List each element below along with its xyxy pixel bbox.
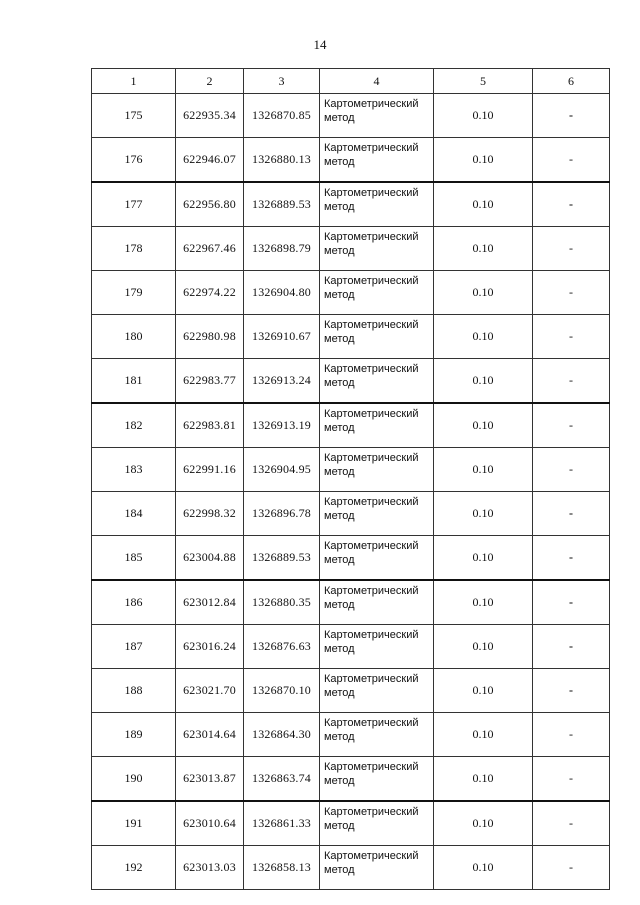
coord-x: 623004.88 — [176, 536, 244, 581]
method-cell: Картометрический метод — [320, 536, 434, 581]
coord-x: 622998.32 — [176, 492, 244, 536]
note-cell: - — [533, 625, 610, 669]
note-cell: - — [533, 757, 610, 802]
coord-x: 622935.34 — [176, 94, 244, 138]
coord-y: 1326863.74 — [244, 757, 320, 802]
table-row — [92, 315, 610, 359]
header-col-5: 5 — [434, 69, 533, 94]
accuracy-cell: 0.10 — [434, 536, 533, 581]
point-number: 189 — [92, 713, 176, 757]
coord-x: 622991.16 — [176, 448, 244, 492]
coord-x: 623014.64 — [176, 713, 244, 757]
page-number: 14 — [313, 37, 327, 52]
table-row — [92, 271, 610, 315]
table-row — [92, 536, 610, 581]
accuracy-cell: 0.10 — [434, 359, 533, 404]
coord-y: 1326896.78 — [244, 492, 320, 536]
point-number: 177 — [92, 182, 176, 227]
point-number: 175 — [92, 94, 176, 138]
header-col-6: 6 — [533, 69, 610, 94]
point-number: 179 — [92, 271, 176, 315]
coord-y: 1326880.35 — [244, 580, 320, 625]
accuracy-cell: 0.10 — [434, 713, 533, 757]
accuracy-cell: 0.10 — [434, 448, 533, 492]
table-header-row — [92, 69, 610, 94]
accuracy-cell: 0.10 — [434, 757, 533, 802]
note-cell: - — [533, 669, 610, 713]
header-col-3: 3 — [244, 69, 320, 94]
coord-y: 1326913.24 — [244, 359, 320, 404]
coord-x: 622946.07 — [176, 138, 244, 183]
coord-y: 1326861.33 — [244, 801, 320, 846]
header-col-4: 4 — [320, 69, 434, 94]
table-row — [92, 403, 610, 448]
coord-y: 1326889.53 — [244, 182, 320, 227]
point-number: 184 — [92, 492, 176, 536]
method-cell: Картометрический метод — [320, 492, 434, 536]
coordinates-table — [91, 68, 610, 890]
point-number: 181 — [92, 359, 176, 404]
note-cell: - — [533, 713, 610, 757]
coord-x: 623012.84 — [176, 580, 244, 625]
method-cell: Картометрический метод — [320, 448, 434, 492]
accuracy-cell: 0.10 — [434, 271, 533, 315]
method-cell: Картометрический метод — [320, 315, 434, 359]
point-number: 190 — [92, 757, 176, 802]
coord-x: 623013.87 — [176, 757, 244, 802]
method-cell: Картометрический метод — [320, 801, 434, 846]
accuracy-cell: 0.10 — [434, 669, 533, 713]
coord-y: 1326864.30 — [244, 713, 320, 757]
accuracy-cell: 0.10 — [434, 492, 533, 536]
note-cell: - — [533, 448, 610, 492]
method-cell: Картометрический метод — [320, 757, 434, 802]
note-cell: - — [533, 359, 610, 404]
point-number: 178 — [92, 227, 176, 271]
accuracy-cell: 0.10 — [434, 227, 533, 271]
method-cell: Картометрический метод — [320, 625, 434, 669]
coord-y: 1326910.67 — [244, 315, 320, 359]
note-cell: - — [533, 403, 610, 448]
point-number: 186 — [92, 580, 176, 625]
note-cell: - — [533, 271, 610, 315]
coord-x: 622967.46 — [176, 227, 244, 271]
coord-y: 1326876.63 — [244, 625, 320, 669]
accuracy-cell: 0.10 — [434, 182, 533, 227]
table-row — [92, 713, 610, 757]
method-cell: Картометрический метод — [320, 713, 434, 757]
coord-x: 622980.98 — [176, 315, 244, 359]
note-cell: - — [533, 94, 610, 138]
note-cell: - — [533, 182, 610, 227]
method-cell: Картометрический метод — [320, 403, 434, 448]
coord-x: 623016.24 — [176, 625, 244, 669]
point-number: 192 — [92, 846, 176, 890]
header-col-2: 2 — [176, 69, 244, 94]
table-row — [92, 669, 610, 713]
table-row — [92, 801, 610, 846]
coord-x: 622983.77 — [176, 359, 244, 404]
point-number: 176 — [92, 138, 176, 183]
method-cell: Картометрический метод — [320, 846, 434, 890]
table-row — [92, 846, 610, 890]
coord-y: 1326870.85 — [244, 94, 320, 138]
method-cell: Картометрический метод — [320, 227, 434, 271]
coord-x: 623021.70 — [176, 669, 244, 713]
coord-y: 1326913.19 — [244, 403, 320, 448]
note-cell: - — [533, 846, 610, 890]
note-cell: - — [533, 580, 610, 625]
point-number: 188 — [92, 669, 176, 713]
point-number: 183 — [92, 448, 176, 492]
note-cell: - — [533, 492, 610, 536]
method-cell: Картометрический метод — [320, 359, 434, 404]
coord-y: 1326904.95 — [244, 448, 320, 492]
note-cell: - — [533, 227, 610, 271]
coord-x: 622974.22 — [176, 271, 244, 315]
coord-x: 623013.03 — [176, 846, 244, 890]
point-number: 191 — [92, 801, 176, 846]
accuracy-cell: 0.10 — [434, 403, 533, 448]
accuracy-cell: 0.10 — [434, 846, 533, 890]
coord-x: 623010.64 — [176, 801, 244, 846]
table-row — [92, 227, 610, 271]
note-cell: - — [533, 315, 610, 359]
method-cell: Картометрический метод — [320, 271, 434, 315]
coord-y: 1326904.80 — [244, 271, 320, 315]
table-row — [92, 359, 610, 404]
coord-x: 622956.80 — [176, 182, 244, 227]
accuracy-cell: 0.10 — [434, 580, 533, 625]
method-cell: Картометрический метод — [320, 580, 434, 625]
accuracy-cell: 0.10 — [434, 315, 533, 359]
method-cell: Картометрический метод — [320, 138, 434, 183]
method-cell: Картометрический метод — [320, 94, 434, 138]
accuracy-cell: 0.10 — [434, 801, 533, 846]
coord-y: 1326880.13 — [244, 138, 320, 183]
point-number: 180 — [92, 315, 176, 359]
coord-y: 1326889.53 — [244, 536, 320, 581]
table-row — [92, 138, 610, 183]
method-cell: Картометрический метод — [320, 182, 434, 227]
accuracy-cell: 0.10 — [434, 625, 533, 669]
note-cell: - — [533, 536, 610, 581]
coord-y: 1326858.13 — [244, 846, 320, 890]
table-row — [92, 448, 610, 492]
table-row — [92, 492, 610, 536]
point-number: 187 — [92, 625, 176, 669]
table-row — [92, 182, 610, 227]
table-row — [92, 757, 610, 802]
accuracy-cell: 0.10 — [434, 138, 533, 183]
coord-y: 1326870.10 — [244, 669, 320, 713]
accuracy-cell: 0.10 — [434, 94, 533, 138]
header-col-1: 1 — [92, 69, 176, 94]
table-row — [92, 580, 610, 625]
coord-x: 622983.81 — [176, 403, 244, 448]
point-number: 185 — [92, 536, 176, 581]
coord-y: 1326898.79 — [244, 227, 320, 271]
table-row — [92, 625, 610, 669]
method-cell: Картометрический метод — [320, 669, 434, 713]
point-number: 182 — [92, 403, 176, 448]
note-cell: - — [533, 801, 610, 846]
table-row — [92, 94, 610, 138]
note-cell: - — [533, 138, 610, 183]
